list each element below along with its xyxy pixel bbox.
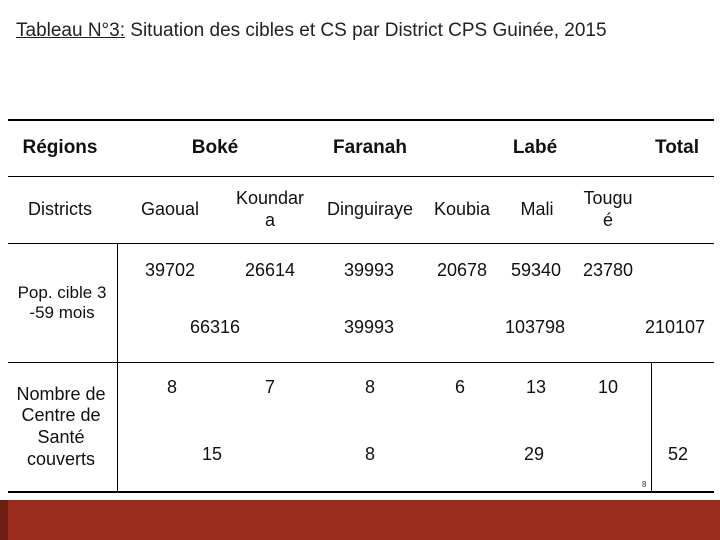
- cs-label-line2: Centre de: [21, 405, 101, 426]
- pop-label-line2: -59 mois: [29, 303, 95, 322]
- district-dinguiraye: Dinguiraye: [326, 199, 414, 220]
- table-bottom-rule: [8, 491, 714, 493]
- cs-tougue: 10: [597, 377, 619, 398]
- cs-label: [6, 372, 116, 482]
- district-koundara-line2: a: [264, 210, 275, 230]
- cs-dinguiraye: 8: [364, 377, 375, 398]
- cs-koubia: 6: [454, 377, 465, 398]
- district-koundara-line1: Koundar: [235, 188, 305, 209]
- district-gaoual: Gaoual: [140, 199, 200, 220]
- district-tougue: [570, 184, 646, 236]
- cs-labe-total: 29: [523, 444, 545, 465]
- total-column-divider: [651, 363, 652, 492]
- pop-label-line1: Pop. cible 3: [17, 282, 107, 302]
- header-faranah: Faranah: [333, 136, 407, 158]
- table-title-text: Situation des cibles et CS par District CPS Guinée, 2015: [125, 20, 607, 41]
- pop-faranah-total: 39993: [343, 317, 395, 338]
- footer-bar: [0, 500, 720, 540]
- pop-dinguiraye: 39993: [343, 260, 395, 281]
- pop-grand-total: 210107: [644, 317, 706, 338]
- pop-boke-total: 66316: [189, 317, 241, 338]
- pop-gaoual: 39702: [144, 260, 196, 281]
- header-rule: [8, 176, 714, 177]
- district-tougue-line2: é: [602, 210, 613, 230]
- cs-label-line4: couverts: [26, 448, 96, 469]
- region-column-divider: [117, 244, 118, 492]
- footer-accent: [0, 500, 8, 540]
- pop-koundara: 26614: [244, 260, 296, 281]
- pop-label: [8, 276, 116, 330]
- table-title: [16, 20, 716, 42]
- district-koundara: [222, 184, 318, 236]
- header-regions: Régions: [22, 136, 98, 158]
- districts-label: Districts: [28, 199, 92, 220]
- table-title-prefix: Tableau N°3:: [16, 20, 125, 41]
- cs-gaoual: 8: [166, 377, 177, 398]
- cs-grand-total: 52: [667, 444, 689, 465]
- header-labe: Labé: [512, 136, 558, 158]
- header-boke: Boké: [191, 136, 239, 158]
- district-koubia: Koubia: [433, 199, 491, 220]
- districts-rule: [8, 243, 714, 244]
- cs-faranah-total: 8: [364, 444, 375, 465]
- cs-boke-total: 15: [201, 444, 223, 465]
- cs-koundara: 7: [264, 377, 275, 398]
- pop-mali: 59340: [510, 260, 562, 281]
- pop-labe-total: 103798: [504, 317, 566, 338]
- district-tougue-line1: Tougu: [583, 188, 633, 209]
- cs-label-line1: Nombre de: [16, 383, 106, 404]
- table-top-rule: [8, 119, 714, 121]
- header-total: Total: [655, 136, 699, 158]
- cs-label-line3: Santé: [37, 427, 85, 447]
- pop-rule: [8, 362, 714, 363]
- page-number: 8: [642, 480, 647, 489]
- pop-koubia: 20678: [436, 260, 488, 281]
- cs-mali: 13: [525, 377, 547, 398]
- pop-tougue: 23780: [582, 260, 634, 281]
- district-mali: Mali: [520, 199, 554, 220]
